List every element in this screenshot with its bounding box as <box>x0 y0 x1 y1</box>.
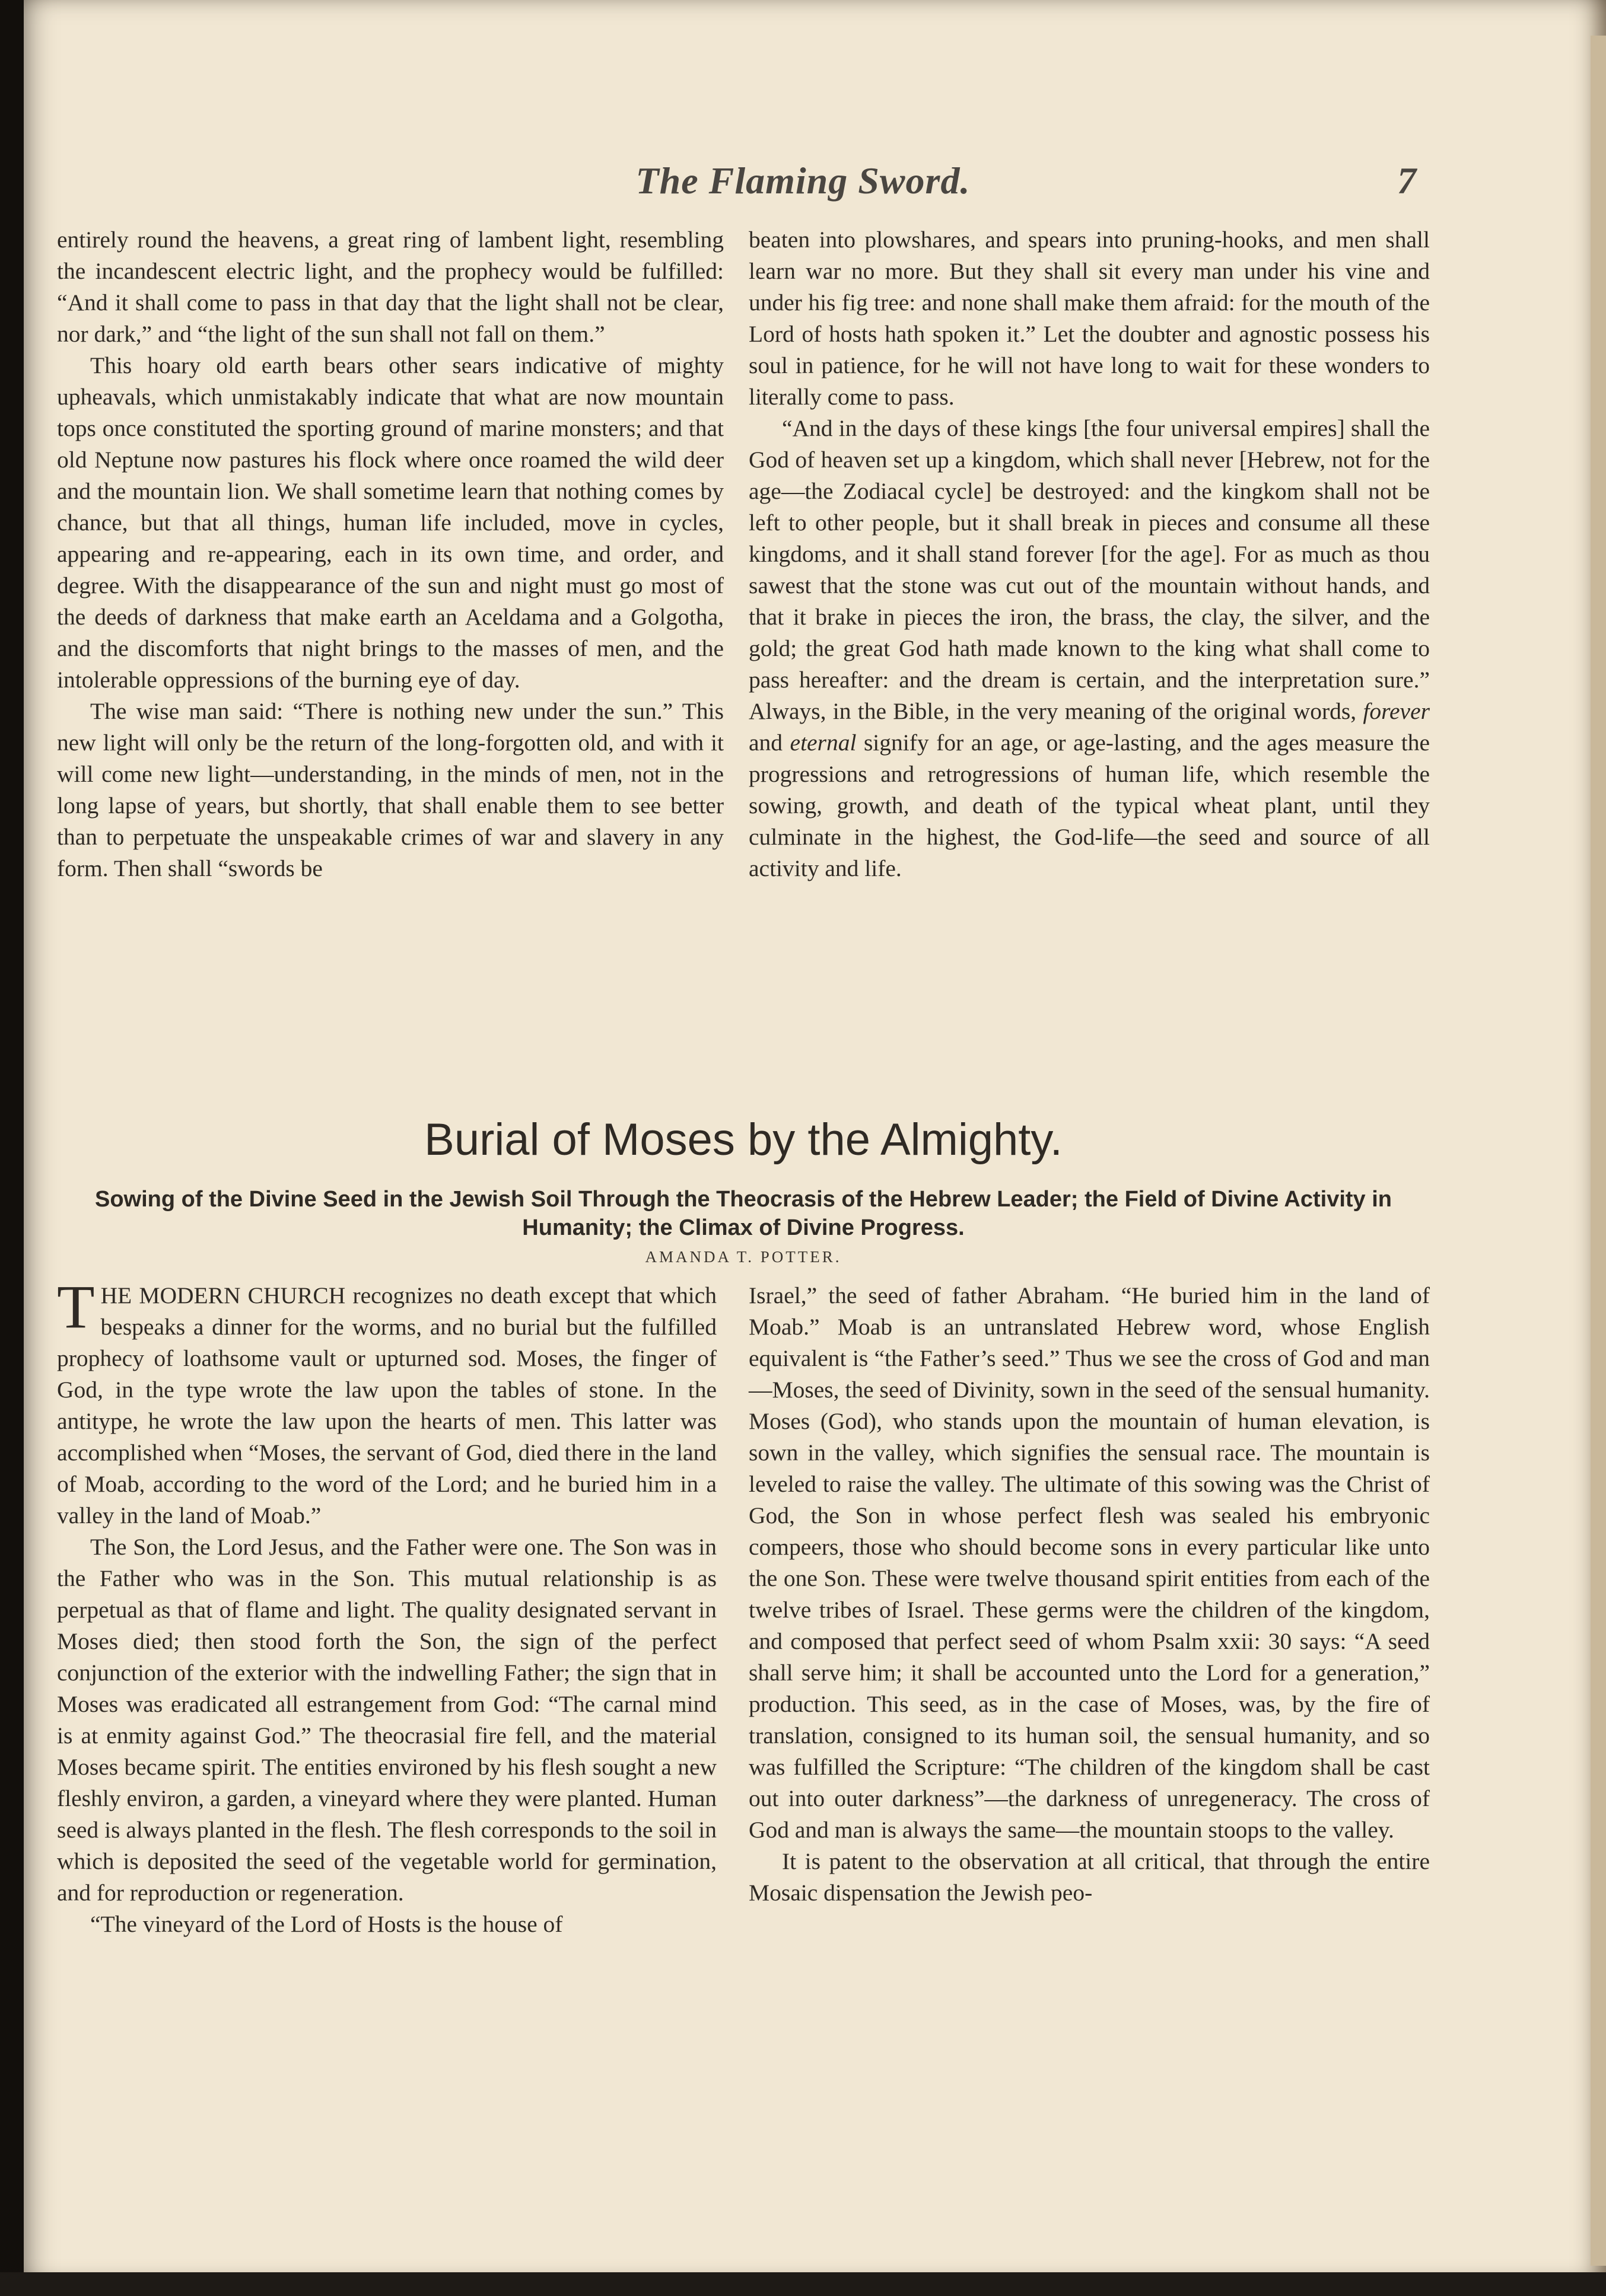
text-column-right-bottom <box>749 1280 1430 1909</box>
page-number: 7 <box>1397 160 1416 202</box>
paragraph: This hoary old earth bears other sears indicative of mighty upheavals, which unmistakably indicate that what are now mountain tops once constituted the sporting ground of marine monsters; and that old Neptune now pastures his flock where once roamed the wild deer and the mountain lion. We shall sometime learn that nothing comes by chance, but that all things, human life included, move in cycles, appearing and re-appearing, each in its own time, and order, and degree. With the disappearance of the sun and night must go most of the deeds of darkness that make earth an Aceldama and a Golgotha, and the discomforts that night brings to the masses of men, and the intolerable oppressions of the burning eye of day. <box>57 352 724 693</box>
text-column-left-top <box>57 224 724 884</box>
running-header <box>0 159 1606 212</box>
paragraph: “The vineyard of the Lord of Hosts is the house of <box>90 1911 563 1937</box>
book-spine <box>0 0 24 2296</box>
paragraph <box>57 1273 717 1531</box>
paragraph: Israel,” the seed of father Abraham. “He buried him in the land of Moab.” Moab is an untranslated Hebrew word, whose English equivalent is “the Father’s seed.” Thus we see the cross of God and man—Moses, the seed of Divinity, sown in the seed of the sensual humanity. Moses (God), who stands upon the mountain of human elevation, is sown in the valley, which signifies the sensual race. The mountain is leveled to raise the valley. The ultimate of this sowing was the Christ of God, the Son in whose perfect flesh was sealed his embryonic compeers, those who should become sons in every particular like unto the one Son. These were twelve thousand spirit entities from each of the twelve tribes of Israel. These germs were the children of the kingdom, and composed that perfect seed of whom Psalm xxii: 30 says: “A seed shall serve him; it shall be accounted unto the Lord for a generation,” production. This seed, as in the case of Moses, was, by the fire of translation, consigned to its human soil, the sensual humanity, and so was fulfilled the Scripture: “The children of the kingdom shall be cast out into outer darkness”—the darkness of unregeneracy. The cross of God and man is always the same—the mountain stoops to the valley. <box>749 1282 1430 1843</box>
text-column-right-top <box>749 224 1430 884</box>
text-column-left-bottom <box>57 1273 717 1940</box>
paragraph-text: HE MODERN CHURCH recognizes no death except that which bespeaks a dinner for the worms, and no burial but the fulfilled prophecy of loathsome vault or upturned sod. Moses, the finger of God, in the type wrote the law upon the tables of stone. In the antitype, he wrote the law upon the hearts of men. This latter was accomplished when “Moses, the servant of God, died there in the land of Moab, according to the word of the Lord; and he buried him in a valley in the land of Moab.” <box>57 1282 717 1528</box>
journal-title: The Flaming Sword. <box>635 160 971 202</box>
drop-cap: T <box>57 1273 95 1341</box>
article-subtitle: Sowing of the Divine Seed in the Jewish Soil Through the Theocrasis of the Hebrew Leader; the Field of Divine Activity in Humanity; the Climax of Divine Progress. <box>94 1187 1392 1240</box>
italic-word: forever <box>1363 698 1430 724</box>
paragraph-text: signify for an age, or age-lasting, and the ages measure the progressions and retrogressions of human life, which resemble the sowing, growth, and death of the typical wheat plant, until they culminate in the highest, the God-life—the seed and source of all activity and life. <box>749 730 1430 881</box>
paragraph: beaten into plowshares, and spears into pruning-hooks, and men shall learn war no more. But they shall sit every man under his vine and under his fig tree: and none shall make them afraid: for the mouth of the Lord of hosts hath spoken it.” Let the doubter and agnostic possess his soul in patience, for he will not have long to wait for these wonders to literally come to pass. <box>749 227 1430 410</box>
article-byline: AMANDA T. POTTER. <box>645 1248 842 1266</box>
paragraph: entirely round the heavens, a great ring of lambent light, resembling the incandescent electric light, and the prophecy would be fulfilled: “And it shall come to pass in that day that the light shall not be clear, nor dark,” and “the light of the sun shall not fall on them.” <box>57 227 724 347</box>
paragraph <box>749 413 1430 884</box>
italic-word: eternal <box>790 730 857 756</box>
page-edge <box>1591 36 1606 2266</box>
paragraph: It is patent to the observation at all critical, that through the entire Mosaic dispensation the Jewish peo- <box>749 1848 1430 1906</box>
paragraph-text: and <box>749 730 783 756</box>
article-title: Burial of Moses by the Almighty. <box>424 1114 1063 1165</box>
paragraph-text: “And in the days of these kings [the four universal empires] shall the God of heaven set up a kingdom, which shall never [Hebrew, not for the age—the Zodiacal cycle] be destroyed: and the kingkom shall not be left to other people, but it shall break in pieces and consume all these kingdoms, and it shall stand forever [for the age]. For as much as thou sawest that the stone was cut out of the mountain without hands, and that it brake in pieces the iron, the brass, the clay, the silver, and the gold; the great God hath made known to the king what shall come to pass hereafter: and the dream is certain, and the interpretation sure.” Always, in the Bible, in the very meaning of the original words, <box>749 415 1430 724</box>
page-bottom-edge <box>0 2272 1606 2296</box>
paragraph: The Son, the Lord Jesus, and the Father were one. The Son was in the Father who was in the Son. This mutual relationship is as perpetual as that of flame and light. The quality designated servant in Moses died; then stood forth the Son, the sign of the perfect conjunction of the exterior with the indwelling Father; the sign that in Moses was eradicated all estrangement from God: “The carnal mind is at enmity against God.” The theocrasial fire fell, and the material Moses became spirit. The entities environed by his flesh sought a new fleshly environ, a garden, a vineyard where they were planted. Human seed is always planted in the flesh. The flesh corresponds to the soil in which is deposited the seed of the vegetable world for germination, and for reproduction or regeneration. <box>57 1534 717 1906</box>
paragraph: The wise man said: “There is nothing new under the sun.” This new light will only be the return of the long-forgotten old, and with it will come new light—understanding, in the minds of men, not in the long lapse of years, but shortly, that shall enable them to see better than to perpetuate the unspeakable crimes of war and slavery in any form. Then shall “swords be <box>57 698 724 881</box>
